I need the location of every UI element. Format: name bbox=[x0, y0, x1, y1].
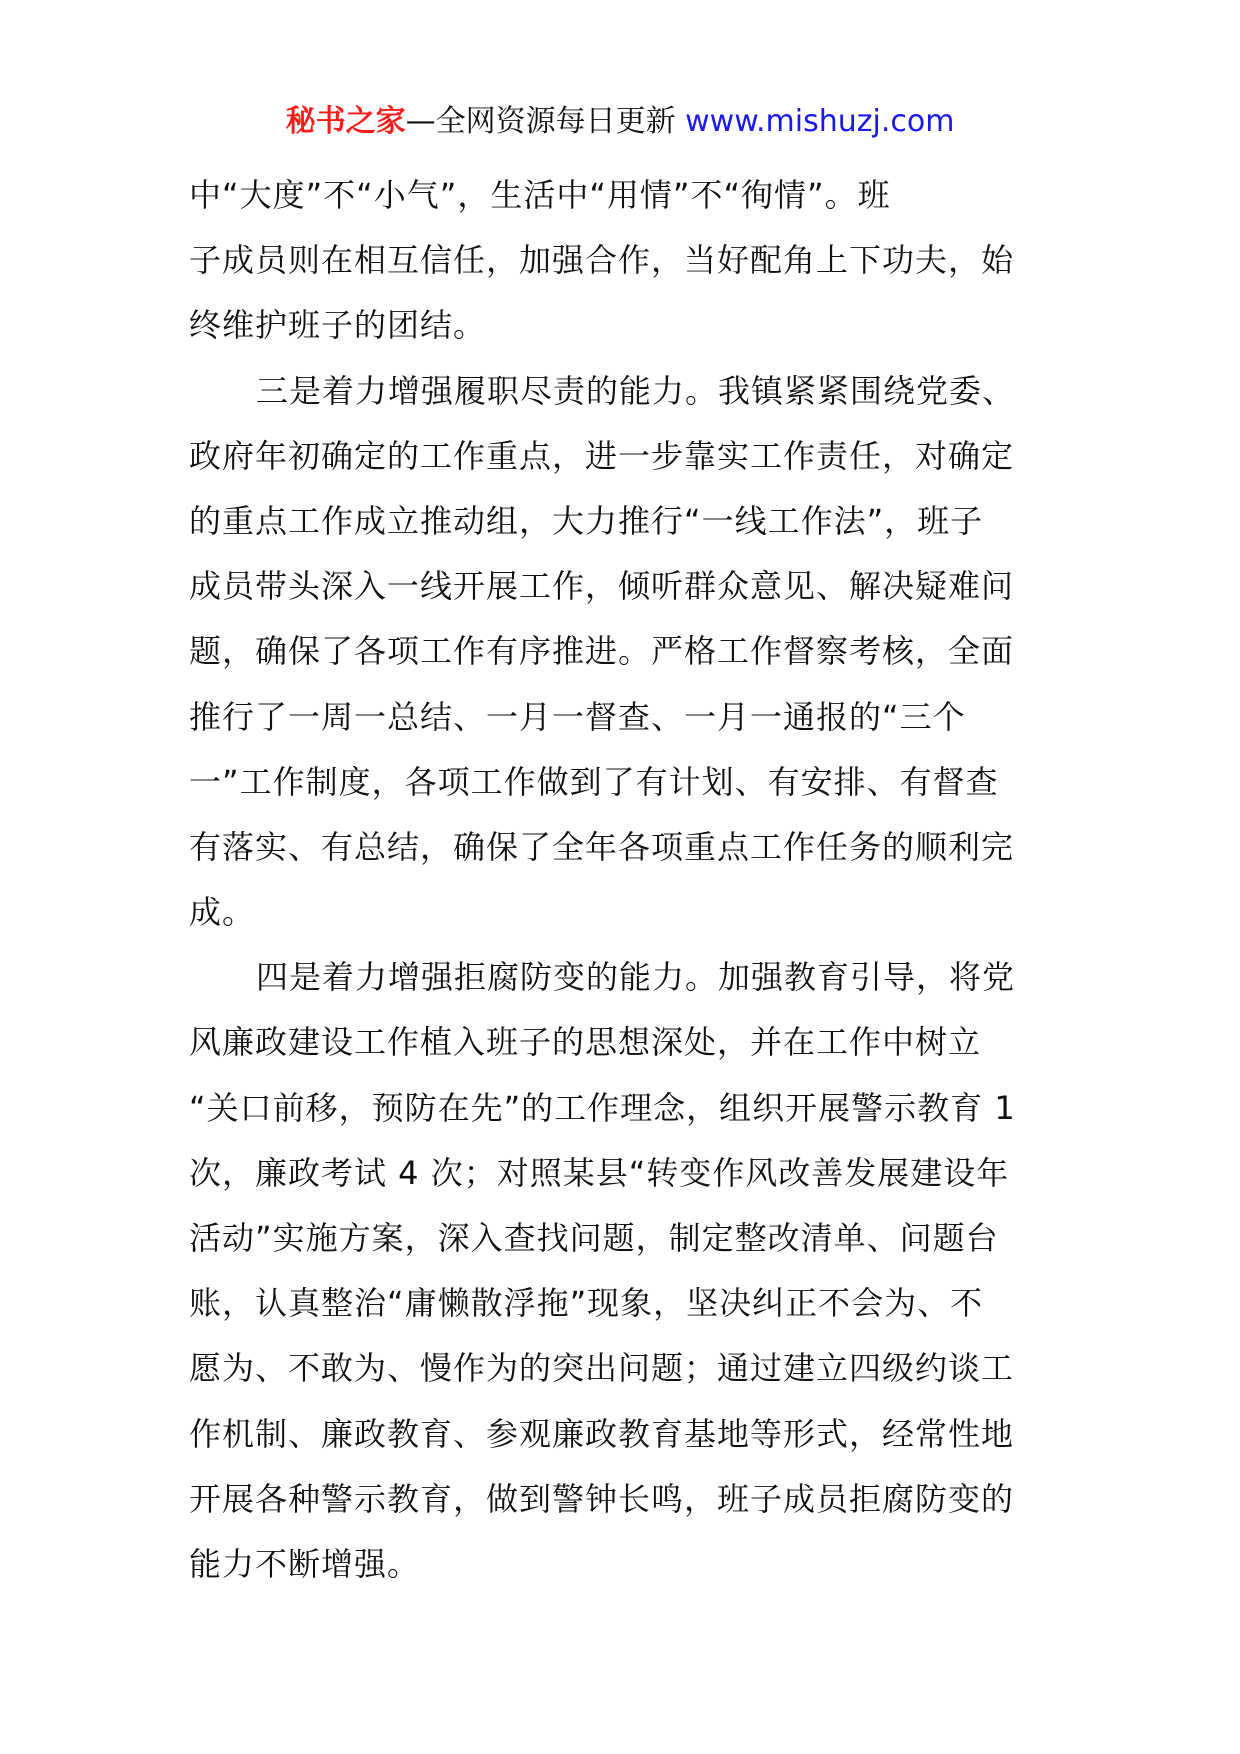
body-line: 中“大度”不“小气”，生活中“用情”不“徇情”。班 bbox=[189, 176, 891, 214]
body-line: 活动”实施方案，深入查找问题，制定整改清单、问题台 bbox=[189, 1219, 999, 1257]
site-header bbox=[0, 100, 1240, 144]
body-line: 成员带头深入一线开展工作，倾听群众意见、解决疑难问 bbox=[189, 567, 1015, 606]
site-tagline: —全网资源每日更新 bbox=[405, 104, 686, 139]
body-line: 能力不断增强。 bbox=[189, 1544, 421, 1583]
body-line: 风廉政建设工作植入班子的思想深处，并在工作中树立 bbox=[189, 1023, 982, 1062]
body-line: 账，认真整治“庸懒散浮拖”现象，坚决纠正不会为、不 bbox=[189, 1284, 984, 1323]
site-brand: 秘书之家 bbox=[285, 104, 406, 139]
document-body bbox=[189, 163, 1059, 1597]
body-line: 有落实、有总结，确保了全年各项重点工作任务的顺利完 bbox=[189, 827, 1015, 866]
body-line: 次，廉政考试 4 次；对照某县“转变作风改善发展建设年 bbox=[189, 1153, 1010, 1192]
site-url-link[interactable]: www.mishuzj.com bbox=[685, 104, 955, 139]
paragraph-start-line: 四是着力增强拒腐防变的能力。加强教育引导，将党 bbox=[256, 958, 1016, 997]
body-line: 子成员则在相互信任，加强合作，当好配角上下功夫，始 bbox=[189, 241, 1015, 280]
body-line: 政府年初确定的工作重点，进一步靠实工作责任，对确定 bbox=[189, 436, 1015, 475]
body-line: 题，确保了各项工作有序推进。严格工作督察考核，全面 bbox=[189, 632, 1015, 671]
body-line: 一”工作制度，各项工作做到了有计划、有安排、有督查 bbox=[189, 762, 999, 801]
body-line: 推行了一周一总结、一月一督查、一月一通报的“三个 bbox=[189, 697, 966, 736]
body-line: 愿为、不敢为、慢作为的突出问题；通过建立四级约谈工 bbox=[189, 1349, 1015, 1388]
body-line: 开展各种警示教育，做到警钟长鸣，班子成员拒腐防变的 bbox=[189, 1479, 1015, 1518]
body-line: 作机制、廉政教育、参观廉政教育基地等形式，经常性地 bbox=[189, 1414, 1015, 1453]
body-line: 终维护班子的团结。 bbox=[189, 306, 487, 345]
paragraph-start-line: 三是着力增强履职尽责的能力。我镇紧紧围绕党委、 bbox=[256, 371, 1016, 410]
body-line: 成。 bbox=[189, 893, 256, 932]
body-line: “关口前移，预防在先”的工作理念，组织开展警示教育 1 bbox=[189, 1088, 1016, 1127]
body-line: 的重点工作成立推动组，大力推行“一线工作法”，班子 bbox=[189, 501, 984, 540]
